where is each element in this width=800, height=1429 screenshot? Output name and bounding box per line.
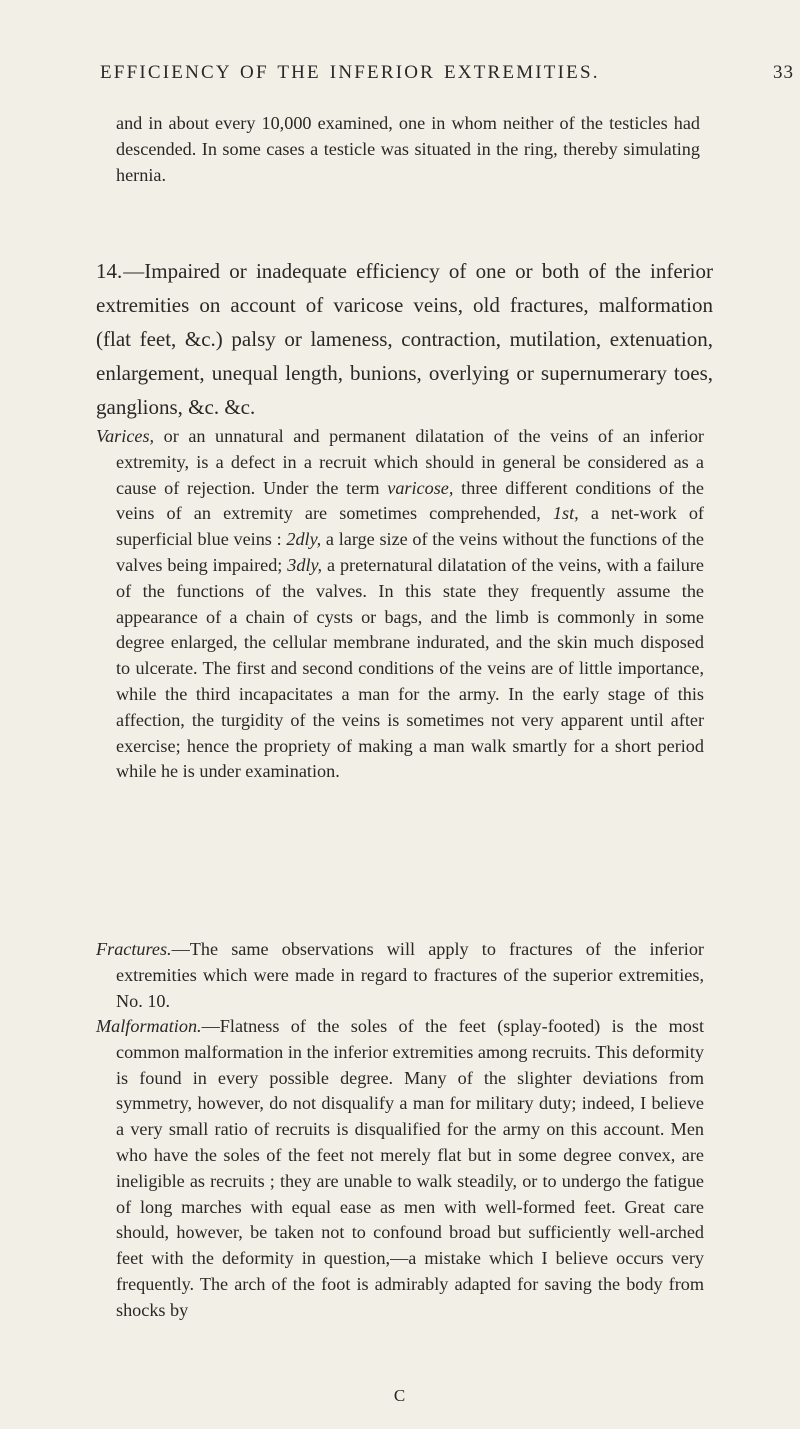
varices-text-b: three different conditions of the veins of an extremity are sometimes comprehended,: [116, 477, 704, 524]
section-heading: [96, 254, 713, 424]
varices-text-e: a preternatural dilatation of the veins, with a failure of the functions of the valves. In this state they frequently assume the appearance of a chain of cysts or bags, and the limb is commonly in some degree enlarged, the cellular membrane indurated, and the skin much disposed to ulcerate. The first and second conditions of the veins are of little importance, while the third incapacitates a man for the army. In the early stage of this affection, the turgidity of the veins is sometimes not very apparent until after exercise; hence the propriety of making a man walk smartly for a short period while he is under examination.: [116, 554, 704, 782]
varices-text-d: a large size of the veins without the functions of the valves being impaired;: [116, 529, 705, 575]
varices-text-a: or an unnatural and permanent dilatation of the veins of an inferior extremity, is a defect in a recruit which should in general be considered as a cause of rejection. Under the term: [116, 426, 704, 498]
section-heading-text: —Impaired or inadequate efficiency of one or both of the inferior extremities on account of varicose veins, old fractures, malformation (flat feet, &c.) palsy or lameness, contraction, mutilation, extenuation, enlargement, unequal length, bunions, overlying or supernumerary toes, ganglions, &c. &c.: [96, 259, 713, 419]
section-number: 14.: [96, 259, 123, 283]
varices-third: 3dly,: [287, 554, 323, 575]
malformation-text: —Flatness of the soles of the feet (splay-footed) is the most common malformation in the inferior extremities among recruits. This deformity is found in every possible degree. Many of the slighter deviations from symmetry, however, do not disqualify a man for military duty; indeed, I believe a very small ratio of recruits is disqualified for the army on this account. Men who have the soles of the feet not merely flat but in some degree convex, are ineligible as recruits ; they are unable to walk steadily, or to undergo the fatigue of long marches with equal ease as men with well-formed feet. Great care should, however, be taken not to confound broad but sufficiently well-arched feet with the deformity in question,—a mistake which I believe occurs very frequently. The arch of the foot is admirably adapted for saving the body from shocks by: [116, 1016, 704, 1320]
varices-second: 2dly,: [286, 529, 322, 550]
signature-mark: C: [393, 1386, 407, 1405]
fractures-text: —The same observations will apply to fractures of the inferior extremities which were made in regard to fractures of the superior extremities, No. 10.: [116, 939, 704, 1011]
fractures-lead: Fractures.: [96, 939, 172, 959]
intro-paragraph: and in about every 10,000 examined, one in whom neither of the testicles had descended. In some cases a testicle was situated in the ring, thereby simulating hernia.: [116, 113, 700, 185]
page-number: 33: [773, 62, 794, 83]
running-title: EFFICIENCY OF THE INFERIOR EXTREMITIES.: [100, 62, 600, 83]
varices-lead: Varices,: [96, 426, 155, 446]
varices-text-c: a net-work of superficial blue veins :: [116, 503, 704, 550]
malformation-paragraph: [96, 1014, 704, 1324]
running-head: [100, 62, 794, 88]
varices-first: 1st,: [552, 503, 579, 524]
varices-term: varicose,: [387, 477, 454, 498]
varices-paragraph: [96, 424, 705, 785]
malformation-lead: Malformation.: [96, 1016, 202, 1036]
fractures-paragraph: [96, 937, 704, 1014]
